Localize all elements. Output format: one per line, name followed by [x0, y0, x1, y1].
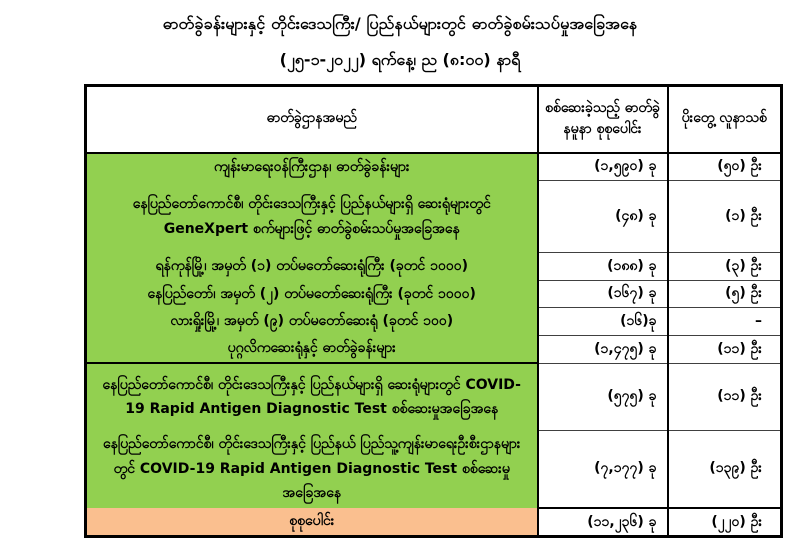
column-header-total-samples: စစ်ဆေးခဲ့သည့် ဓာတ်ခွဲနမူနာ စုစုပေါင်း	[538, 86, 668, 153]
table-row	[86, 281, 782, 308]
lab-name-cell: နေပြည်တော်ကောင်စီ၊ တိုင်းဒေသကြီးနှင့် ပြည်နယ် ပြည်သူ့ကျန်းမာရေးဦးစီးဌာနများတွင် COVID-19 Rapid Antigen Diagnostic Test စစ်ဆေးမှုအခြေအနေ	[86, 430, 538, 508]
page-title: ဓာတ်ခွဲခန်းများနှင့် တိုင်းဒေသကြီး/ ပြည်နယ်များတွင် ဓာတ်ခွဲစမ်းသပ်မှုအခြေအနေ	[162, 14, 638, 33]
total-positives-cell: (၂၂၀) ဦး	[668, 508, 782, 537]
page-subtitle-date-time: (၂၅-၁-၂၀၂၂) ရက်နေ့၊ ည (၈:၀၀) နာရီ	[279, 50, 521, 69]
positives-cell: (၅၀) ဦး	[668, 153, 782, 181]
table-header-row	[86, 86, 782, 153]
samples-cell: (၁,၅၉၀) ခု	[538, 153, 668, 181]
samples-cell: (၇,၁၇၇) ခု	[538, 430, 668, 508]
total-samples-cell: (၁၁,၂၃၆) ခု	[538, 508, 668, 537]
samples-cell: (၁၆၇) ခု	[538, 281, 668, 308]
table-row	[86, 307, 782, 335]
lab-name-cell: နေပြည်တော်၊ အမှတ် (၂) တပ်မတော်ဆေးရုံကြီး (ခုတင် ၁၀၀၀)	[86, 281, 538, 308]
table-row	[86, 253, 782, 281]
lab-name-cell: ရန်ကုန်မြို့၊ အမှတ် (၁) တပ်မတော်ဆေးရုံကြီး (ခုတင် ၁၀၀၀)	[86, 253, 538, 281]
table-row	[86, 153, 782, 181]
positives-cell: (၁၃၉) ဦး	[668, 430, 782, 508]
lab-testing-table	[84, 84, 783, 538]
samples-cell: (၄၈) ခု	[538, 181, 668, 253]
positives-cell: –	[668, 307, 782, 335]
table-row	[86, 335, 782, 363]
samples-cell: (၁၈၈) ခု	[538, 253, 668, 281]
column-header-new-positives: ပိုးတွေ့ လူနာသစ်	[668, 86, 782, 153]
positives-cell: (၅) ဦး	[668, 281, 782, 308]
samples-cell: (၅၇၅) ခု	[538, 363, 668, 430]
lab-name-cell: လားရှိုးမြို့၊ အမှတ် (၉) တပ်မတော်ဆေးရုံ (ခုတင် ၁၀၀)	[86, 307, 538, 335]
table-total-row	[86, 508, 782, 537]
positives-cell: (၃) ဦး	[668, 253, 782, 281]
samples-cell: (၁၆)ခု	[538, 307, 668, 335]
column-header-lab-name: ဓာတ်ခွဲဌာနအမည်	[86, 86, 538, 153]
lab-name-cell: ပုဂ္ဂလိကဆေးရုံနှင့် ဓာတ်ခွဲခန်းများ	[86, 335, 538, 363]
positives-cell: (၁၁) ဦး	[668, 363, 782, 430]
positives-cell: (၁၁) ဦး	[668, 335, 782, 363]
lab-name-cell: ကျန်းမာရေးဝန်ကြီးဌာန၊ ဓာတ်ခွဲခန်းများ	[86, 153, 538, 181]
samples-cell: (၁,၄၇၅) ခု	[538, 335, 668, 363]
total-label-cell: စုစုပေါင်း	[86, 508, 538, 537]
table-row	[86, 363, 782, 430]
table-row	[86, 181, 782, 253]
table-row	[86, 430, 782, 508]
positives-cell: (၁) ဦး	[668, 181, 782, 253]
lab-name-cell: နေပြည်တော်ကောင်စီ၊ တိုင်းဒေသကြီးနှင့် ပြည်နယ်များရှိ ဆေးရုံများတွင် COVID-19 Rapid Antigen Diagnostic Test စစ်ဆေးမှုအခြေအနေ	[86, 363, 538, 430]
lab-name-cell: နေပြည်တော်ကောင်စီ၊ တိုင်းဒေသကြီးနှင့် ပြည်နယ်များရှိ ဆေးရုံများတွင် GeneXpert စက်များဖြင့် ဓာတ်ခွဲစမ်းသပ်မှုအခြေအနေ	[86, 181, 538, 253]
